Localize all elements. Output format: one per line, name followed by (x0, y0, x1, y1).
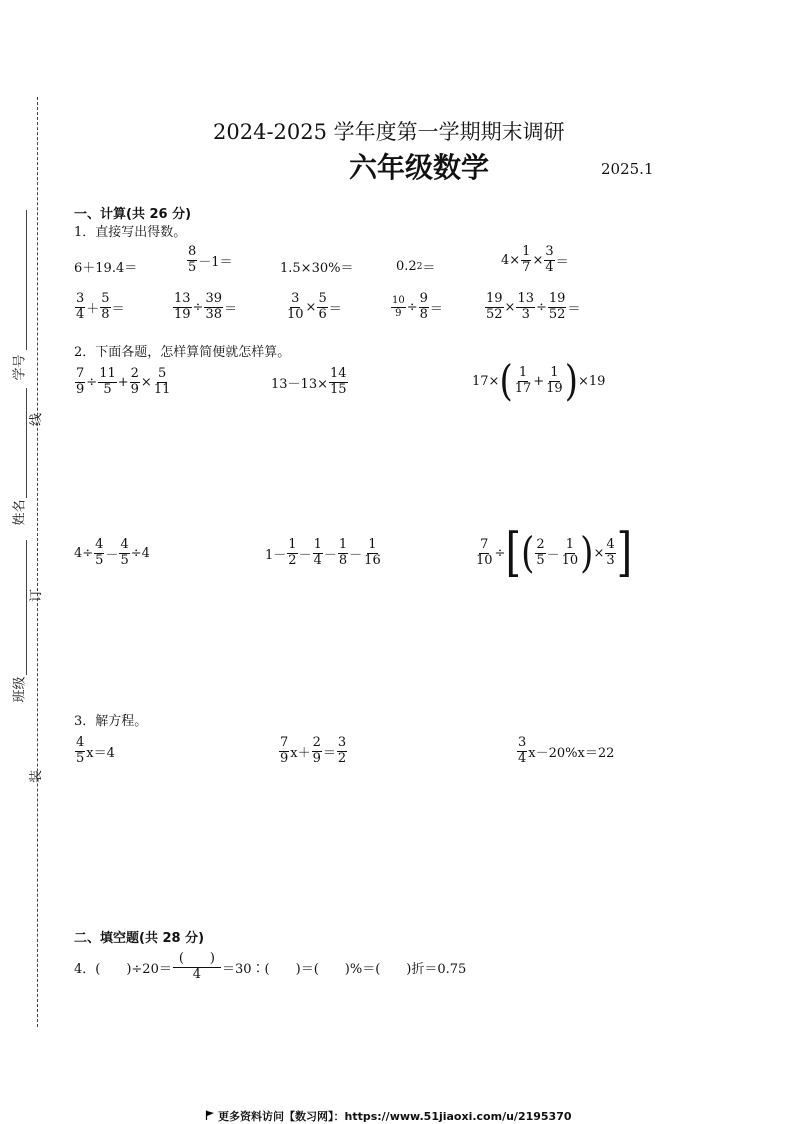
exam-title: 2024-2025 学年度第一学期期末调研 (213, 120, 565, 144)
question1-prompt: 1．直接写出得数。 (74, 225, 187, 240)
binding-line (37, 97, 38, 1027)
calc-1c: 1.5×30%＝ (280, 261, 354, 276)
equation-3b: 7 9 x＋ 2 9 ＝ 3 2 (280, 735, 347, 766)
class-label: 班级 (12, 676, 28, 703)
section1-heading: 一、计算(共 26 分) (74, 207, 192, 222)
calc-1d: 0.2 2 ＝ (396, 259, 436, 276)
calc-1b: 8 5 －1＝ (188, 244, 233, 275)
simplify-2d: 4÷ $\frac{4}{5}$ － $\frac{4}{5}$ ÷4 (74, 537, 150, 568)
simplify-2f: $\frac{7}{10}$ ÷ [ ( 2 5 － 1 10 ) × $\frac{4}{3}$ ] (476, 523, 633, 583)
student-id-label: 学号 (12, 354, 28, 381)
simplify-2c: 17× ( 1 17 + $\frac{1}{19}$ ) ×19 (472, 356, 606, 406)
name-blank (26, 388, 27, 498)
calc-2a: 3 4 ＋ 5 8 ＝ (76, 291, 125, 322)
question3-prompt: 3．解方程。 (74, 714, 148, 729)
footer-link[interactable]: 更多资料访问【数习网】：https://www.51jiaoxi.com/u/2195370 (205, 1108, 572, 1124)
flag-icon (205, 1110, 215, 1123)
name-label: 姓名 (12, 499, 28, 526)
class-blank (26, 540, 27, 675)
calc-2e: $\frac{19}{52}$ × $\frac{13}{3}$ ÷ $\frac{19}{52}$ ＝ (486, 291, 581, 322)
question2-prompt: 2．下面各题，怎样算简便就怎样算。 (74, 345, 291, 360)
calc-2d: $\frac{10}{9}$ ÷ $\frac{9}{8}$ ＝ (392, 291, 443, 322)
calc-1e: 4× $\frac{1}{7}$ × $\frac{3}{4}$ ＝ (501, 244, 569, 275)
cut-line-mark-xian: 线 (29, 412, 45, 427)
simplify-2b: 13－13× $\frac{14}{15}$ (271, 366, 347, 397)
simplify-2a: $\frac{7}{9}$ ÷ $\frac{11}{5}$ + $\frac{2}{9}$ × $\frac{5}{11}$ (76, 366, 171, 397)
exam-subject: 六年级数学 (349, 151, 490, 184)
exam-date: 2025.1 (601, 160, 654, 178)
fill-blank-q4: 4．( )÷20＝ ( ) 4 ＝30∶( )＝( )%＝( )折＝0.75 (74, 951, 467, 982)
section2-heading: 二、填空题(共 28 分) (74, 931, 205, 946)
calc-2b: $\frac{13}{19}$ ÷ $\frac{39}{38}$ ＝ (174, 291, 238, 322)
equation-3a: 4 5 x＝4 (76, 735, 115, 766)
simplify-2e: 1－ 1 2 － 1 4 － 1 8 － 1 16 (265, 537, 381, 568)
cut-line-mark-ding: 订 (29, 588, 45, 603)
student-id-blank (26, 210, 27, 350)
equation-3c: 3 4 x－20%x＝22 (518, 735, 615, 766)
calc-1a: 6＋19.4＝ (74, 261, 138, 276)
cut-line-mark-zhuang: 装 (29, 769, 45, 784)
calc-2c: $\frac{3}{10}$ × $\frac{5}{6}$ ＝ (287, 291, 342, 322)
